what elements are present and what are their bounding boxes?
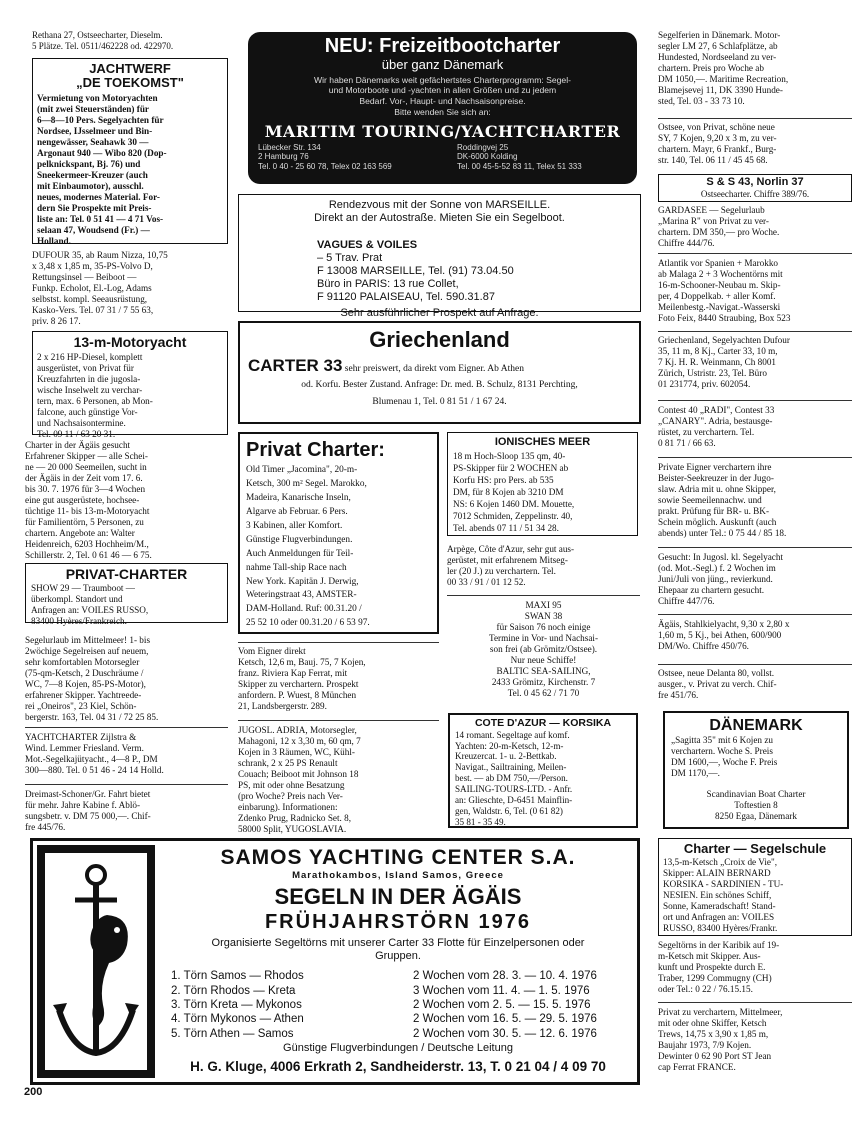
ad-maritim-address-hamburg: Lübecker Str. 134 2 Hamburg 76 Tel. 0 40 - 25 60 78, Telex 02 163 569 [258,142,392,171]
ad-contest: Contest 40 „RADI", Contest 33 „CANARY". Adria, bestausge- rüstet, zu verchartern. Tel. 0 81 71 / 66 63. [658,405,775,449]
ad-griechenland-carter: CARTER 33 [248,356,343,376]
ad-ionisches-body: 18 m Hoch-Sloop 135 qm, 40- PS-Skipper für 2 WOCHEN ab Korfu HS: pro Pers. ab 535 DM, für 8 Kojen ab 3210 DM NS: 6 Kojen 1460 DM. Mouette, 7012 Schmiden, Zeppelinstr. 40, Tel. abends 07 11 / 51 34 28. [453,451,575,533]
ad-daenemark-body: „Sagitta 35" mit 6 Kojen zu verchartern. Woche S. Preis DM 1600,—, Woche F. Preis DM 1170,—. [671,735,778,779]
ad-motoryacht [32,331,228,440]
ad-toekomst-heading: JACHTWERF „DE TOEKOMST" [76,61,184,91]
samos-intro: Organisierte Segeltörns mit unserer Carter 33 Flotte für Einzelpersonen oder Gruppen. [211,936,585,963]
anchor-seahorse-icon [37,845,155,1078]
ad-griechenland-dufour: Griechenland, Segelyachten Dufour 35, 11 m, 8 Kj., Carter 33, 10 m, 7 Kj. H. R. Weinmann, Ch 8001 Zürich, Ustristr. 23, Tel. Büro 01 231774, priv. 602054. [658,335,790,390]
separator [658,664,852,665]
samos-route-dates: 2 Wochen vom 2. 5. — 15. 5. 1976 [413,999,591,1012]
ad-yachtcharter: YACHTCHARTER Zijlstra & Wind. Lemmer Friesland. Verm. Mot.-Segelkajütyacht., 4—8 P., DM 300—880. Tel. 0 51 46 - 24 14 Holld. [25,732,164,776]
ad-aegais-stahl: Ägäis, Stahlkielyacht, 9,30 x 2,80 x 1,60 m, 5 Kj., bei Athen, 600/900 DM/Wo. Chiffre 450/76. [658,619,790,652]
ad-ionisches [447,432,638,536]
ad-gesucht: Gesucht: In Jugosl. kl. Segelyacht (od. Mot.-Segl.) f. 2 Wochen im Juni/Juli von jüng., revierkund. Ehepaar zu chartern gesucht. Chiffre 447/76. [658,552,784,607]
ad-private-eigner: Private Eigner verchartern ihre Beister-Seekreuzer in der Jugo- slaw. Adria mit u. ohne Skipper, sowie Seemeilennachw. und prakt. Prüfung für BR- u. BK- Schein möglich. Auskunft (auch abends) unter Tel.: 0 75 44 / 85 18. [658,462,787,539]
ad-marseille-footer: Sehr ausführlicher Prospekt auf Anfrage. [340,306,539,319]
samos-route-dates: 2 Wochen vom 30. 5. — 12. 6. 1976 [413,1027,597,1040]
ad-daenemark-footer: Scandinavian Boat Charter Toftestien 8 8250 Egaa, Dänemark [706,789,806,822]
ad-privat-mittelmeer: Privat zu verchartern, Mittelmeer, mit oder ohne Skiffer, Ketsch Trews, 14,75 x 3,90 x 1,85 m, Baujahr 1973, 7/9 Kojen. Dewinter 0 62 90 Port ST Jean cap Ferrat FRANCE. [658,1007,783,1073]
ad-norlin-body: Ostseecharter. Chiffre 389/76. [700,189,810,200]
ad-daenemark-segelferien: Segelferien in Dänemark. Motor- segler LM 27, 6 Schlafplätze, ab Hundested, Nordseeland zu ver- chartern. Preis pro Woche ab DM 1050,—. Maritime Recreation, Blamejsevej 11, DK 3390 Hunde- sted, Tel. 03 - 33 73 10. [658,30,789,107]
separator [658,614,852,615]
samos-heading-2: FRÜHJAHRSTÖRN 1976 [264,910,532,933]
ad-maritim-subheading: über ganz Dänemark [381,57,504,72]
ad-marseille [238,194,641,319]
ad-daenemark-heading: DÄNEMARK [709,717,803,734]
ad-griechenland-line2: od. Korfu. Bester Zustand. Anfrage: Dr. med. B. Schulz, 8131 Perchting, Blumenau 1, Tel. 0 81 51 / 1 67 24. [301,379,578,407]
samos-route-dates: 2 Wochen vom 28. 3. — 10. 4. 1976 [413,970,597,983]
ad-karibik: Segeltörns in der Karibik auf 19- m-Ketsch mit Skipper. Aus- kunft und Prospekte durch E. Traber, 1299 Commugny (CH) oder Tel.: 0 22 / 76.15.15. [658,940,780,995]
ad-aegais-charter: Charter in der Ägäis gesucht Erfahrener Skipper — alle Schei- ne — 20 000 Seemeilen, sucht in der Ägäis in der Zeit vom 17. 6. bis 30. 7. 1976 für 3—4 Wochen eine gut ausgerüstete, hochsee- tüchtige 11- bis 13-m-Motoryacht für Familientörn, 5 Personen, zu chartern. Angebote an: Walter Heidenreich, 6203 Hochheim/M., Schillerstr. 2, Tel. 0 61 46 — 6 75. [25,440,152,561]
ad-maritim-address-kolding: Roddingvej 25 DK-6000 Kolding Tel. 00 45-5-52 83 11, Telex 51 333 [457,142,582,171]
ad-griechenland [238,321,641,424]
samos-route-label: 3. Törn Kreta — Mykonos [171,999,302,1012]
ad-privat-charter-heading: PRIVAT-CHARTER [65,566,188,582]
samos-route-label: 4. Törn Mykonos — Athen [171,1013,304,1026]
ad-privat-charter [25,563,228,626]
ad-gardasee: GARDASEE — Segelurlaub „Marina R" von Privat zu ver- chartern. DM 350,— pro Woche. Chiffre 444/76. [658,205,780,249]
ad-marseille-name: VAGUES & VOILES [317,238,418,251]
ad-daenemark-box [663,711,849,829]
samos-route-dates: 2 Wochen vom 16. 5. — 29. 5. 1976 [413,1013,597,1026]
samos-route-row [163,1012,633,1026]
separator [238,642,439,643]
separator [658,457,852,458]
ad-maritim-heading: NEU: Freizeitbootcharter [324,35,561,57]
ad-maxi-swan: MAXI 95 SWAN 38 für Saison 76 noch einige Termine in Vor- und Nachsai- son frei (ab Grömitz/Ostsee). Nur neue Schiffe! BALTIC SEA-SAILING, 2433 Grömitz, Kirchenstr. 7 Tel. 0 45 62 / 71 70 [488,600,599,699]
ad-dreimast: Dreimast-Schoner/Gr. Fahrt bietet für mehr. Jahre Kabine f. Ablö- sungsbetr. v. DM 75 000,—. Chif- fre 445/76. [25,789,151,833]
separator [25,727,228,728]
page-number: 200 [24,1086,43,1098]
samos-route-label: 2. Törn Rhodos — Kreta [171,984,296,997]
ad-norlin-heading: S & S 43, Norlin 37 [706,176,804,188]
ad-maritim [248,32,637,184]
ad-maritim-body: Wir haben Dänemarks weit gefächertstes Charterprogramm: Segel- und Motorboote und -yachten in allen Größen und zu jedem Bedarf. Vor-, Haupt- und Nachsaisonpreise. Bitte wenden Sie sich an: [314,74,571,117]
ad-toekomst-body: Vermietung von Motoryachten (mit zwei Steuerständen) für 6—8—10 Pers. Segelyachten für Nordsee, IJsselmeer und Bin- nengewässer, Seahawk 30 — Argonaut 940 — Wibo 820 (Dop- pelknickspant, Bj. 76) und Sneekermeer-Kreuzer (auch mit Einbaumotor), ausschl. neues, modernes Material. For- dern Sie Prospekte mit Preis- liste an: Tel. 0 51 41 — 4 71 Vos- selaan 47, Woudsend (Fr.) — Holland. [37,92,167,246]
ad-privat-charter-jacomina [238,432,439,634]
separator [658,1002,852,1003]
separator [658,331,852,332]
ad-korsika-heading: COTE D'AZUR — KORSIKA [474,717,612,729]
samos-subtitle: Marathokambos, Island Samos, Greece [292,870,504,882]
samos-logo [37,845,155,1078]
ad-korsika-body: 14 romant. Segeltage auf komf. Yachten: 20-m-Ketsch, 12-m- Kreuzercat. 1- u. 2-Bettkab. Navigat., Sailtraining, Meilen- best. — ab DM 750,—/Person. SAILING-TOURS-LTD. - Anfr. an: Glieschte, D-6451 Mainflin- gen, Waldstr. 6, Tel. (0 61 82) 35 81 - 35 49. [455,729,573,827]
ad-privat-charter-body: SHOW 29 — Traumboot — überkompl. Standort und Anfragen an: VOILES RUSSO, 83400 Hyères/Frankreich. [31,582,149,626]
ad-dufour: DUFOUR 35, ab Raum Nizza, 10,75 x 3,48 x 1,85 m, 35-PS-Volvo D, Rettungsinsel — Beiboot — Funkp. Echolot, El.-Log, Adams selbstst. kompl. Seeausrüstung, Kasko-Vers. Tel. 07 31 / 7 55 63, priv. 8 26 17. [32,250,168,327]
separator [658,547,852,548]
samos-title: SAMOS YACHTING CENTER S.A. [220,846,576,869]
separator [238,720,439,721]
ad-griechenland-line1: sehr preiswert, da direkt vom Eigner. Ab Athen [344,364,524,375]
samos-route-row [163,1027,633,1041]
ad-atlantik: Atlantik vor Spanien + Marokko ab Malaga 2 + 3 Wochentörns mit 16-m-Schooner-Neubau m. Skip- per, 4 Doppelkab. + aller Komf. Meilenbestg.-Navigat.-Wasserski Foto Feix, 8440 Straubing, Box 523 [658,258,791,324]
separator [658,400,852,401]
ad-ostsee-delanta: Ostsee, neue Delanta 80, vollst. ausger., v. Privat zu verch. Chif- fre 451/76. [658,668,777,701]
ad-privat-charter-jacomina-body: Old Timer „Jacomina", 20-m- Ketsch, 300 m² Segel. Marokko, Madeira, Kanarische Inseln, Algarve ab Februar. 6 Pers. 3 Kabinen, aller Komfort. Günstige Flugverbindungen. Auch Anmeldungen für Teil- nahme Tall-ship Race nach New York. Kapitän J. Derwig, Weteringstraat 43, AMSTER- DAM-Holland. Ruf: 00.31.20 / 25 52 10 oder 00.31.20 / 6 53 97. [246,465,370,629]
samos-route-label: 5. Törn Athen — Samos [171,1027,294,1040]
ad-segelschule [658,838,852,936]
samos-contact: H. G. Kluge, 4006 Erkrath 2, Sandheiderstr. 13, T. 0 21 04 / 4 09 70 [190,1059,606,1075]
separator [25,784,228,785]
samos-route-list [163,969,633,1041]
separator [447,595,640,596]
samos-route-row [163,998,633,1012]
ad-norlin [658,174,852,202]
ad-ionisches-heading: IONISCHES MEER [494,436,591,448]
ad-arpege: Arpège, Côte d'Azur, sehr gut aus- gerüstet, mit erfahrenem Mitseg- ler (20 J.) zu verchartern. Tel. 00 33 / 91 / 01 12 52. [447,544,575,588]
samos-route-label: 1. Törn Samos — Rhodos [171,970,304,983]
ad-segelschule-body: 13,5-m-Ketsch „Croix de Vie", Skipper: ALAIN BERNARD KORSIKA - SARDINIEN - TU- NESIEN. Ein schönes Schiff, Sonne, Kameradschaft! Stand- ort und Anfragen an: VOILES RUSSO, 83400 Hyères/Frankr. [663,856,784,933]
ad-korsika [448,713,638,828]
samos-route-row [163,969,633,983]
ad-rethana: Rethana 27, Ostseecharter, Dieselm. 5 Plätze. Tel. 0511/462228 od. 422970. [32,30,174,51]
ad-marseille-body: Rendezvous mit der Sonne von MARSEILLE. Direkt an der Autostraße. Mieten Sie ein Segelboot. [314,199,565,225]
ad-marseille-address: – 5 Trav. Prat F 13008 MARSEILLE, Tel. (91) 73.04.50 Büro in PARIS: 13 rue Collet, F 91120 PALAISEAU, Tel. 590.31.87 [317,251,514,304]
samos-heading-1: SEGELN IN DER ÄGÄIS [274,883,522,909]
ad-jugosl: JUGOSL. ADRIA, Motorsegler, Mahagoni, 12 x 3,30 m, 60 qm, 7 Kojen in 3 Räumen, WC, Kühl- schrank, 2 x 25 PS Renault Couach; Beiboot mit Johnson 18 PS, mit oder ohne Besatzung (pro Woche? Preis nach Ver- einbarung). Informationen: Zdenko Prug, Radnicko Set. 8, 58000 Split, YUGOSLAVIA. [238,725,361,835]
ad-toekomst [32,58,228,244]
ad-samos [30,838,640,1085]
samos-flug: Günstige Flugverbindungen / Deutsche Leitung [283,1042,513,1055]
ad-segelschule-heading: Charter — Segelschule [683,841,827,856]
samos-route-dates: 3 Wochen vom 11. 4. — 1. 5. 1976 [413,984,590,997]
ad-mittelmeer: Segelurlaub im Mittelmeer! 1- bis 2wöchige Segelreisen auf neuem, sehr komfortablen Motorsegler (75-qm-Ketsch, 2 Duschräume / WC, 7—8 Kojen, 85-PS-Motor), erfahrener Skipper. Yachtreede- rei „Oneiros", 23 Kiel, Schön- bergerstr. 163, Tel. 04 31 / 72 25 85. [25,635,159,723]
maritim-logo: MARITIM TOURING/YACHTCHARTER [264,121,621,141]
ad-griechenland-heading: Griechenland [369,327,510,352]
ad-motoryacht-body: 2 x 216 HP-Diesel, komplett ausgerüstet, von Privat für Kreuzfahrten in die jugosla- wische Inselwelt zu verchar- tern, max. 6 Personen, ab Mon- falcone, auch günstige Vor- und Nachsaisontermine. Tel. 09 11 / 63 20 31. [37,351,153,440]
samos-route-row [163,984,633,998]
ad-motoryacht-heading: 13-m-Motoryacht [73,334,187,350]
separator [658,253,852,254]
separator [658,118,852,119]
ad-eigner: Vom Eigner direkt Ketsch, 12,6 m, Bauj. 75, 7 Kojen, franz. Riviera Kap Ferrat, mit Skipper zu verchartern. Prospekt anfordern. P. Wuest, 8 München 21, Landsbergerstr. 289. [238,646,366,712]
ad-privat-charter-jacomina-heading: Privat Charter: [246,439,385,461]
ad-ostsee-sy: Ostsee, von Privat, schöne neue SY, 7 Kojen, 9,20 x 3 m, zu ver- chartern. Mayr, 6 Frankf., Burg- str. 140, Tel. 06 11 / 45 45 68. [658,122,777,166]
